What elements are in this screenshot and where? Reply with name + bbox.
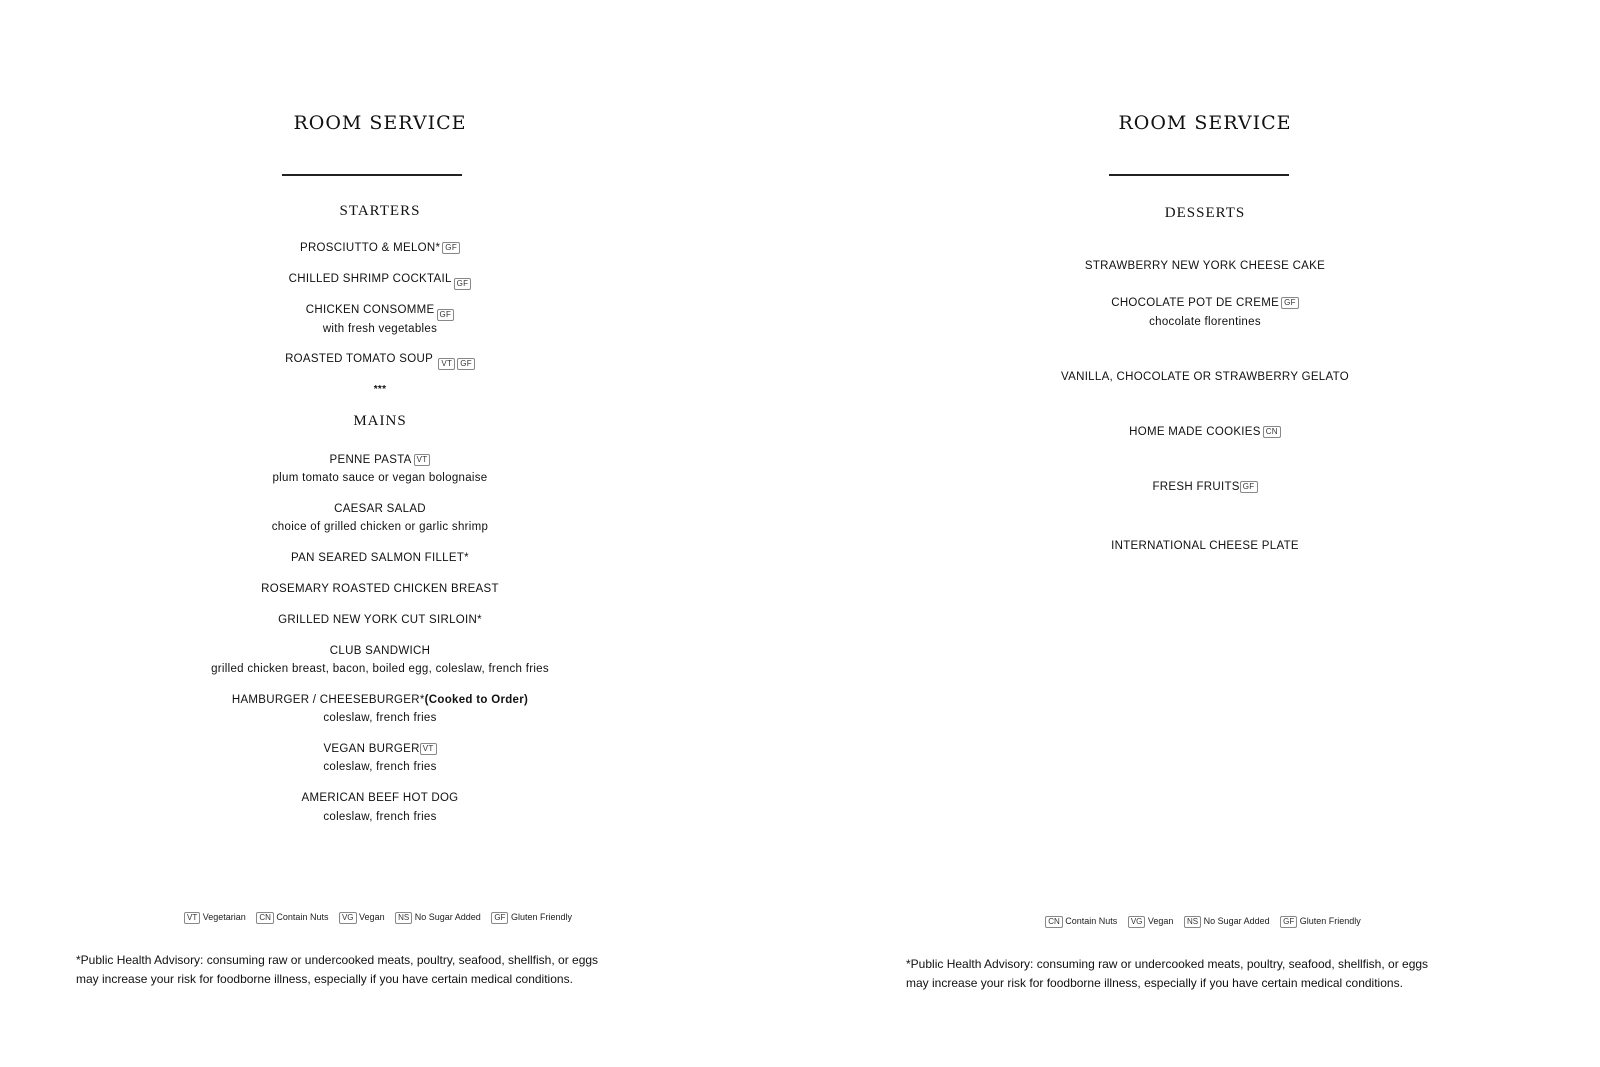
- vegan-badge: VG: [339, 912, 357, 924]
- contain-nuts-badge: CN: [256, 912, 274, 924]
- health-advisory: *Public Health Advisory: consuming raw or undercooked meats, poultry, seafood, shellfish, or eggs may increase your risk for foodborne illness, especially if you have certain medical conditions.: [906, 957, 1429, 990]
- dietary-legend: VT Vegetarian CN Contain Nuts VG Vegan NS No Sugar Added GF Gluten Friendly: [0, 912, 760, 924]
- page-title: ROOM SERVICE: [293, 112, 467, 134]
- menu-item: PENNE PASTA VT: [0, 451, 760, 470]
- menu-item: CAESAR SALAD: [334, 503, 426, 515]
- section-heading-desserts: DESSERTS: [1164, 205, 1246, 221]
- menu-item: AMERICAN BEEF HOT DOG: [301, 792, 459, 804]
- menu-item: HAMBURGER / CHEESEBURGER*(Cooked to Order): [231, 694, 529, 706]
- vegetarian-badge: VT: [184, 912, 200, 924]
- menu-item: INTERNATIONAL CHEESE PLATE: [1111, 540, 1299, 552]
- gluten-friendly-badge: GF: [437, 309, 455, 321]
- menu-item: STRAWBERRY NEW YORK CHEESE CAKE: [1084, 260, 1326, 272]
- vegetarian-badge: VT: [438, 358, 455, 370]
- menu-item: HOME MADE COOKIES CN: [810, 423, 1600, 442]
- menu-item-description: coleslaw, french fries: [323, 811, 437, 823]
- menu-item: VANILLA, CHOCOLATE OR STRAWBERRY GELATO: [1061, 371, 1349, 383]
- gluten-friendly-badge: GF: [457, 358, 475, 370]
- menu-item: CHILLED SHRIMP COCKTAIL GF: [0, 270, 760, 290]
- menu-page-right: [840, 0, 1600, 1067]
- gluten-friendly-badge: GF: [454, 278, 472, 290]
- menu-item-description: with fresh vegetables: [322, 323, 438, 335]
- gluten-friendly-badge: GF: [442, 242, 460, 254]
- vegetarian-badge: VT: [414, 454, 431, 466]
- section-divider: ***: [373, 384, 387, 395]
- gluten-friendly-badge: GF: [1240, 481, 1258, 493]
- menu-item: CHICKEN CONSOMME GF: [0, 301, 760, 321]
- gluten-friendly-badge: GF: [491, 912, 508, 924]
- menu-item: ROASTED TOMATO SOUP VT GF: [0, 350, 760, 370]
- menu-item: PAN SEARED SALMON FILLET*: [291, 552, 469, 564]
- section-heading-mains: MAINS: [353, 413, 407, 429]
- menu-item: CLUB SANDWICH: [329, 645, 431, 657]
- contain-nuts-badge: CN: [1045, 916, 1063, 928]
- no-sugar-added-badge: NS: [395, 912, 412, 924]
- menu-item-description: coleslaw, french fries: [323, 761, 437, 773]
- menu-item-description: coleslaw, french fries: [323, 712, 437, 724]
- menu-item: VEGAN BURGER VT: [0, 740, 760, 759]
- title-rule: [1109, 174, 1289, 176]
- menu-item-description: plum tomato sauce or vegan bolognaise: [272, 472, 488, 484]
- no-sugar-added-badge: NS: [1184, 916, 1201, 928]
- health-advisory: *Public Health Advisory: consuming raw or undercooked meats, poultry, seafood, shellfish, or eggs may increase your risk for foodborne illness, especially if you have certain medical conditions.: [76, 953, 599, 986]
- page-title: ROOM SERVICE: [1118, 112, 1292, 134]
- menu-item: CHOCOLATE POT DE CREME GF: [810, 294, 1600, 313]
- dietary-legend: CN Contain Nuts VG Vegan NS No Sugar Added GF Gluten Friendly: [810, 916, 1600, 928]
- menu-page-left: [0, 0, 760, 1067]
- menu-item: ROSEMARY ROASTED CHICKEN BREAST: [261, 583, 499, 595]
- menu-item: GRILLED NEW YORK CUT SIRLOIN*: [278, 614, 482, 626]
- title-rule: [282, 174, 462, 176]
- menu-item: PROSCIUTTO & MELON* GF: [0, 239, 760, 258]
- section-heading-starters: STARTERS: [339, 203, 421, 219]
- gluten-friendly-badge: GF: [1281, 297, 1299, 309]
- vegan-badge: VG: [1128, 916, 1146, 928]
- menu-item-description: choice of grilled chicken or garlic shrimp: [271, 521, 489, 533]
- vegetarian-badge: VT: [420, 743, 437, 755]
- menu-item-description: chocolate florentines: [1149, 316, 1261, 328]
- menu-item: FRESH FRUITS GF: [810, 478, 1600, 497]
- gluten-friendly-badge: GF: [1280, 916, 1297, 928]
- menu-item-description: grilled chicken breast, bacon, boiled egg, coleslaw, french fries: [211, 663, 549, 675]
- contain-nuts-badge: CN: [1263, 426, 1281, 438]
- cooked-to-order-note: (Cooked to Order): [424, 694, 529, 706]
